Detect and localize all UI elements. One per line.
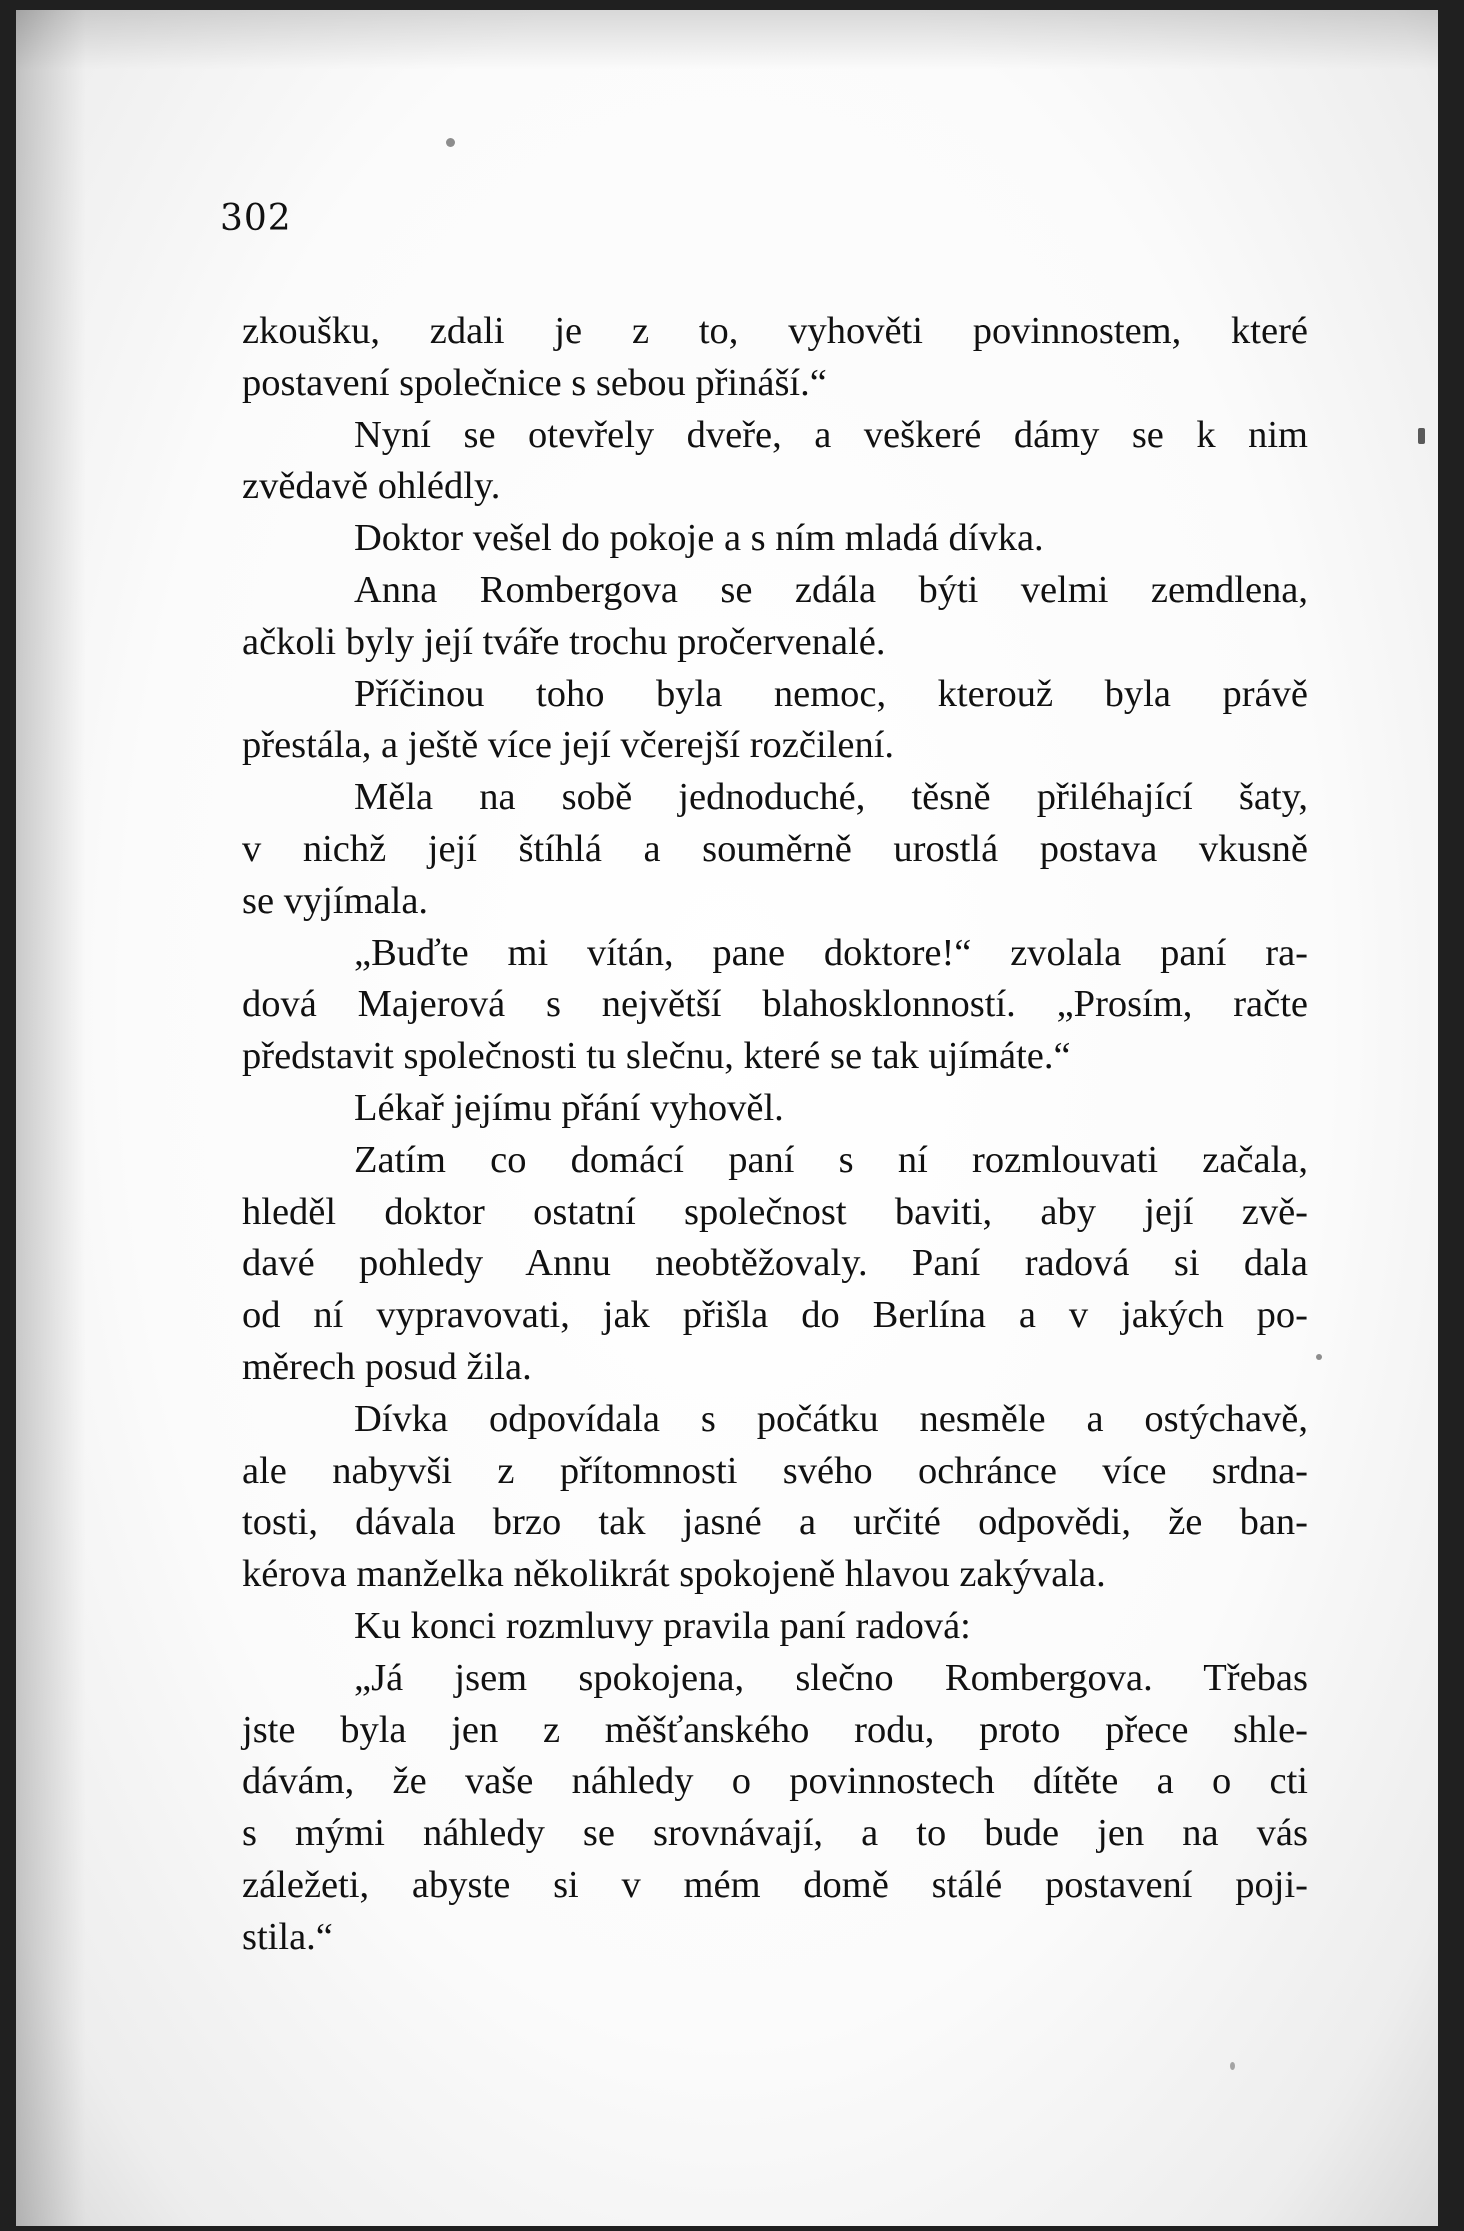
text-line: tosti, dávala brzo tak jasné a určité odpovědi, že ban- — [242, 1501, 1308, 1544]
text-line: hleděl doktor ostatní společnost baviti, aby její zvě- — [242, 1190, 1308, 1233]
text-line: Zatím co domácí paní s ní rozmlouvati začala, — [354, 1138, 1308, 1181]
text-line: stila.“ — [242, 1915, 333, 1958]
text-line: představit společnosti tu slečnu, které se tak ujímáte.“ — [242, 1035, 1071, 1078]
body-text — [242, 306, 1308, 1964]
text-line: „Já jsem spokojena, slečno Rombergova. Třebas — [354, 1656, 1308, 1699]
text-line: Příčinou toho byla nemoc, kterouž byla právě — [354, 672, 1308, 715]
text-line: postavení společnice s sebou přináší.“ — [242, 361, 827, 404]
text-line: dávám, že vaše náhledy o povinnostech dítěte a o cti — [242, 1760, 1308, 1803]
print-speck — [1230, 2062, 1235, 2070]
page-top-shadow — [16, 10, 1438, 70]
text-line: Lékař jejímu přání vyhověl. — [354, 1086, 784, 1129]
print-speck — [1418, 428, 1425, 444]
page-number: 302 — [220, 198, 292, 239]
text-line: zvědavě ohlédly. — [242, 465, 501, 508]
text-line: Dívka odpovídala s počátku nesměle a ostýchavě, — [354, 1397, 1308, 1440]
text-line: s mými náhledy se srovnávají, a to bude jen na vás — [242, 1812, 1308, 1855]
book-page — [16, 10, 1438, 2226]
text-line: zkoušku, zdali je z to, vyhověti povinnostem, které — [242, 310, 1308, 352]
text-line: Doktor vešel do pokoje a s ním mladá dívka. — [354, 517, 1044, 560]
text-line: jste byla jen z měšťanského rodu, proto přece shle- — [242, 1708, 1308, 1751]
print-speck — [1316, 1354, 1322, 1360]
text-line: ale nabyvši z přítomnosti svého ochránce více srdna- — [242, 1449, 1308, 1492]
text-line: Měla na sobě jednoduché, těsně přiléhající šaty, — [354, 776, 1308, 819]
print-speck — [446, 138, 455, 147]
text-line: davé pohledy Annu neobtěžovaly. Paní radová si dala — [242, 1242, 1308, 1285]
text-line: Ku konci rozmluvy pravila paní radová: — [354, 1604, 971, 1647]
text-line: záležeti, abyste si v mém domě stálé postavení poji- — [242, 1863, 1308, 1906]
text-line: ačkoli byly její tváře trochu pročervenalé. — [242, 620, 886, 663]
text-line: Nyní se otevřely dveře, a veškeré dámy se k nim — [354, 413, 1308, 456]
page-edge-shadow — [16, 10, 86, 2226]
text-line: od ní vypravovati, jak přišla do Berlína a v jakých po- — [242, 1294, 1308, 1337]
text-line: dová Majerová s největší blahosklonností. „Prosím, račte — [242, 983, 1308, 1026]
text-line: v nichž její štíhlá a souměrně urostlá postava vkusně — [242, 827, 1308, 870]
text-line: Anna Rombergova se zdála býti velmi zemdlena, — [354, 568, 1308, 611]
text-line: přestála, a ještě více její včerejší rozčilení. — [242, 724, 895, 767]
text-line: měrech posud žila. — [242, 1345, 532, 1388]
text-line: kérova manželka několikrát spokojeně hlavou zakývala. — [242, 1553, 1106, 1596]
text-line: „Buďte mi vítán, pane doktore!“ zvolala paní ra- — [354, 931, 1308, 974]
text-line: se vyjímala. — [242, 879, 429, 922]
